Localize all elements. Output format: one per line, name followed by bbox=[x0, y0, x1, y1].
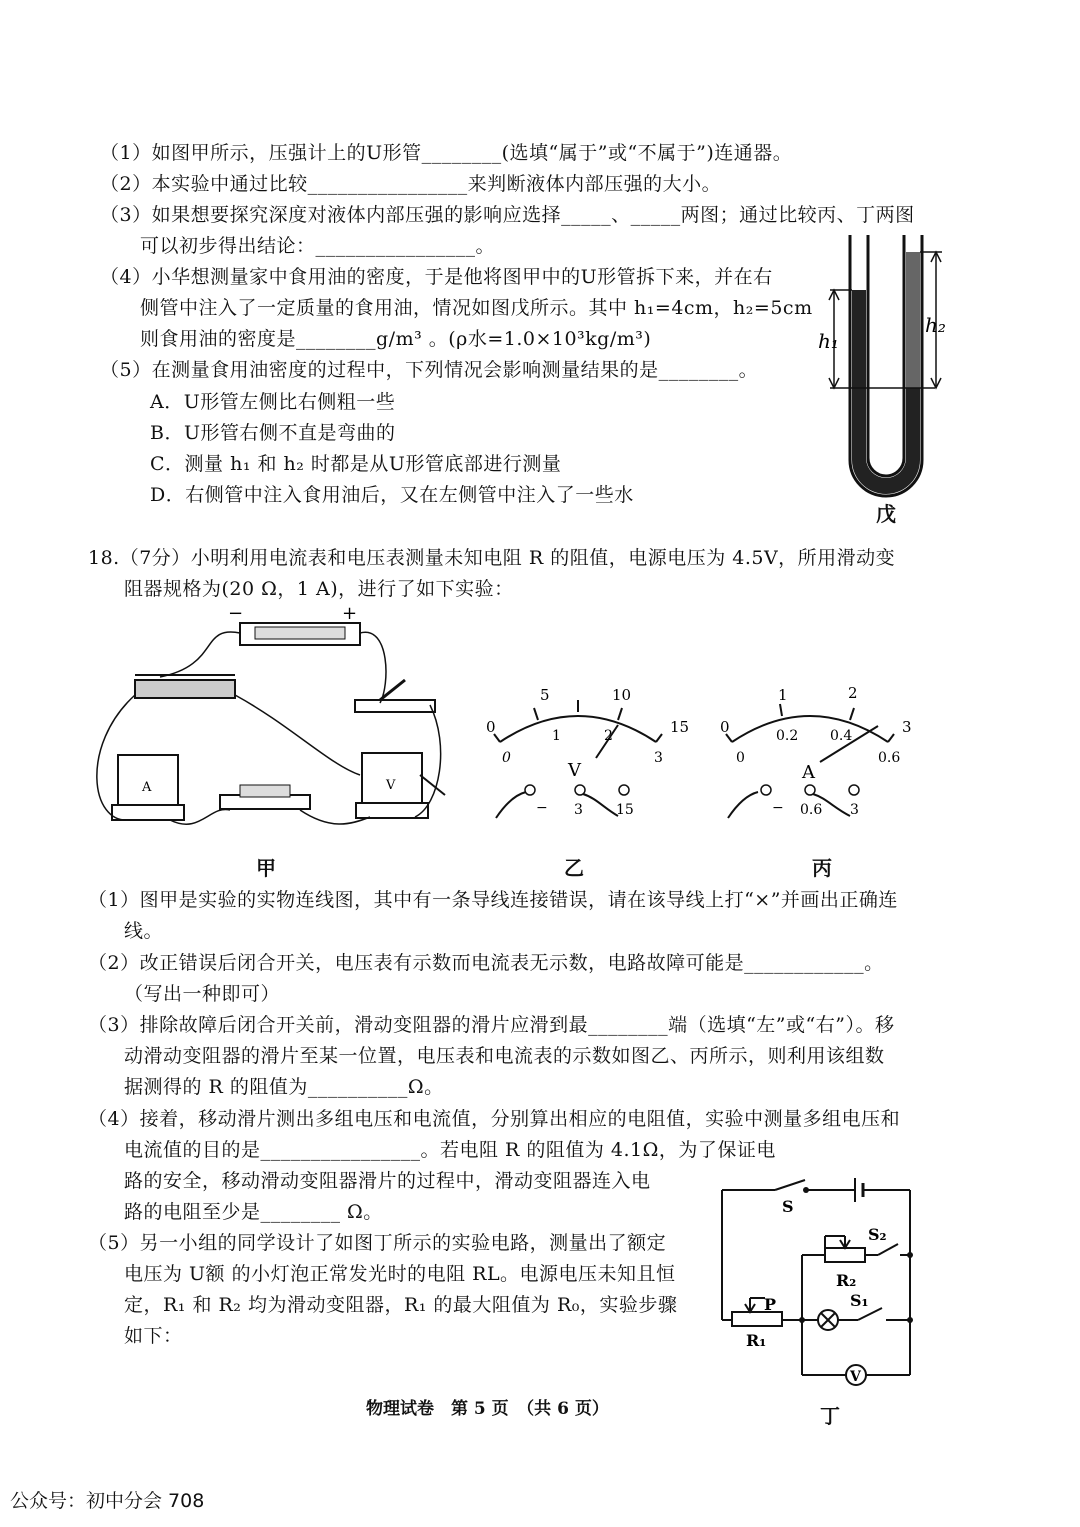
q17-part3-line1: （3）如果想要探究深度对液体内部压强的影响应选择_____、_____两图；通过比较丙、丁两图 bbox=[100, 204, 915, 226]
watermark-text: 公众号：初中分会 708 bbox=[10, 1490, 205, 1512]
svg-text:V: V bbox=[386, 778, 396, 793]
a-bot-0: 0 bbox=[736, 750, 745, 766]
figure-wu-caption: 戊 bbox=[876, 502, 896, 526]
switch-s2 bbox=[878, 1244, 898, 1255]
oil-column bbox=[906, 252, 920, 388]
q18-part3-line1: （3）排除故障后闭合开关前，滑动变阻器的滑片应滑到最________端（选填“左”或“右”）。移 bbox=[88, 1014, 895, 1036]
q17-part4-line3: 则食用油的密度是________g/m³ 。(ρ水=1.0×10³kg/m³) bbox=[140, 328, 652, 350]
switch bbox=[355, 700, 435, 712]
q18-part3-line2: 动滑动变阻器的滑片至某一位置，电压表和电流表的示数如图乙、丙所示，则利用该组数 bbox=[124, 1045, 885, 1067]
v-top-10: 10 bbox=[612, 686, 632, 704]
a-symbol: A bbox=[802, 762, 815, 783]
v-term-3: 3 bbox=[574, 802, 583, 818]
u-tube-figure bbox=[810, 230, 950, 530]
page-footer: 物理试卷 第 5 页 （共 6 页） bbox=[366, 1399, 609, 1419]
label-s2: S₂ bbox=[868, 1225, 887, 1244]
q17-option-d: D．右侧管中注入食用油后，又在左侧管中注入了一些水 bbox=[150, 484, 634, 506]
q17-option-c: C．测量 h₁ 和 h₂ 时都是从U形管底部进行测量 bbox=[150, 453, 562, 475]
label-s: S bbox=[782, 1197, 794, 1216]
a-term-3: 3 bbox=[850, 802, 859, 818]
q18-stem-line2: 阻器规格为(20 Ω，1 A)，进行了如下实验： bbox=[124, 578, 514, 600]
v-top-0: 0 bbox=[486, 718, 496, 736]
voltmeter-dial-figure bbox=[478, 680, 698, 830]
v-symbol: V bbox=[568, 760, 581, 781]
figure-jia-caption: 甲 bbox=[256, 856, 276, 880]
label-r2: R₂ bbox=[836, 1271, 857, 1290]
a-bot-0-4: 0.4 bbox=[830, 728, 853, 744]
figure-ding-caption: 丁 bbox=[820, 1404, 840, 1428]
circuit-diagram-figure bbox=[710, 1170, 930, 1400]
figure-yi-caption: 乙 bbox=[564, 856, 584, 880]
q17-part4-line1: （4）小华想测量家中食用油的密度，于是他将图甲中的U形管拆下来，并在右 bbox=[100, 266, 773, 288]
label-r1: R₁ bbox=[746, 1331, 767, 1350]
svg-text:−: − bbox=[228, 605, 244, 624]
a-term-0-6: 0.6 bbox=[800, 802, 823, 818]
svg-text:A: A bbox=[142, 780, 152, 795]
q18-part5-line1: （5）另一小组的同学设计了如图丁所示的实验电路，测量出了额定 bbox=[88, 1232, 667, 1254]
a-top-2: 2 bbox=[848, 684, 858, 702]
q18-part1-line2: 线。 bbox=[124, 920, 164, 942]
q18-part3-line3: 据测得的 R 的阻值为__________Ω。 bbox=[124, 1076, 444, 1098]
label-p: P bbox=[764, 1295, 777, 1314]
q18-part2-line1: （2）改正错误后闭合开关，电压表有示数而电流表无示数，电路故障可能是____________。 bbox=[88, 952, 884, 974]
v-bot-1: 1 bbox=[552, 728, 561, 744]
q17-part5: （5）在测量食用油密度的过程中，下列情况会影响测量结果的是________。 bbox=[100, 359, 759, 381]
q18-stem-line1: 18.（7分）小明利用电流表和电压表测量未知电阻 R 的阻值，电源电压为 4.5V，所用滑动变 bbox=[88, 547, 896, 569]
ammeter-dial-figure bbox=[710, 680, 930, 830]
q18-part5-line3: 定，R₁ 和 R₂ 均为滑动变阻器，R₁ 的最大阻值为 R₀，实验步骤 bbox=[124, 1294, 678, 1316]
physical-circuit-figure bbox=[90, 605, 460, 840]
q17-part2: （2）本实验中通过比较________________来判断液体内部压强的大小。 bbox=[100, 173, 722, 195]
q17-part1: （1）如图甲所示，压强计上的U形管________(选填“属于”或“不属于”)连通器。 bbox=[100, 142, 793, 164]
label-s1: S₁ bbox=[850, 1291, 869, 1310]
q17-part3-line2: 可以初步得出结论：________________。 bbox=[140, 235, 496, 257]
label-v: V bbox=[850, 1369, 861, 1385]
svg-text:+: + bbox=[342, 605, 358, 624]
a-bot-0-6: 0.6 bbox=[878, 750, 901, 766]
rheostat-r2 bbox=[825, 1248, 865, 1262]
a-bot-0-2: 0.2 bbox=[776, 728, 799, 744]
a-top-1: 1 bbox=[778, 686, 788, 704]
h2-label: h₂ bbox=[925, 313, 946, 337]
q18-part1-line1: （1）图甲是实验的实物连线图，其中有一条导线连接错误，请在该导线上打“×”并画出正确连 bbox=[88, 889, 898, 911]
q18-part5-line4: 如下： bbox=[124, 1325, 183, 1347]
rheostat bbox=[135, 680, 235, 698]
a-term-neg: − bbox=[772, 800, 784, 816]
q18-part2-line2: （写出一种即可） bbox=[124, 983, 281, 1005]
q17-option-b: B．U形管右侧不直是弯曲的 bbox=[150, 422, 396, 444]
q18-part4-line4: 路的电阻至少是________ Ω。 bbox=[124, 1201, 383, 1223]
v-term-15: 15 bbox=[616, 802, 634, 818]
h1-label: h₁ bbox=[818, 329, 839, 353]
switch-s bbox=[775, 1180, 805, 1190]
figure-bing-caption: 丙 bbox=[812, 856, 832, 880]
q18-part4-line2: 电流值的目的是________________。若电阻 R 的阻值为 4.1Ω，为了保证电 bbox=[124, 1139, 776, 1161]
a-top-3: 3 bbox=[902, 718, 912, 736]
v-top-15: 15 bbox=[670, 718, 690, 736]
v-term-neg: − bbox=[536, 800, 548, 816]
rheostat-r1 bbox=[732, 1312, 782, 1326]
q17-option-a: A．U形管左侧比右侧粗一些 bbox=[150, 391, 396, 413]
v-bot-0: 0 bbox=[502, 750, 511, 766]
v-bot-3: 3 bbox=[654, 750, 663, 766]
q18-part4-line1: （4）接着，移动滑片测出多组电压和电流值，分别算出相应的电阻值，实验中测量多组电压和 bbox=[88, 1108, 901, 1130]
a-top-0: 0 bbox=[720, 718, 730, 736]
v-bot-2: 2 bbox=[604, 728, 613, 744]
q17-part4-line2: 侧管中注入了一定质量的食用油，情况如图戊所示。其中 h₁=4cm，h₂=5cm bbox=[140, 297, 813, 319]
q18-part4-line3: 路的安全，移动滑动变阻器滑片的过程中，滑动变阻器连入电 bbox=[124, 1170, 651, 1192]
q18-part5-line2: 电压为 U额 的小灯泡正常发光时的电阻 RL。电源电压未知且恒 bbox=[124, 1263, 676, 1285]
v-top-5: 5 bbox=[540, 686, 550, 704]
